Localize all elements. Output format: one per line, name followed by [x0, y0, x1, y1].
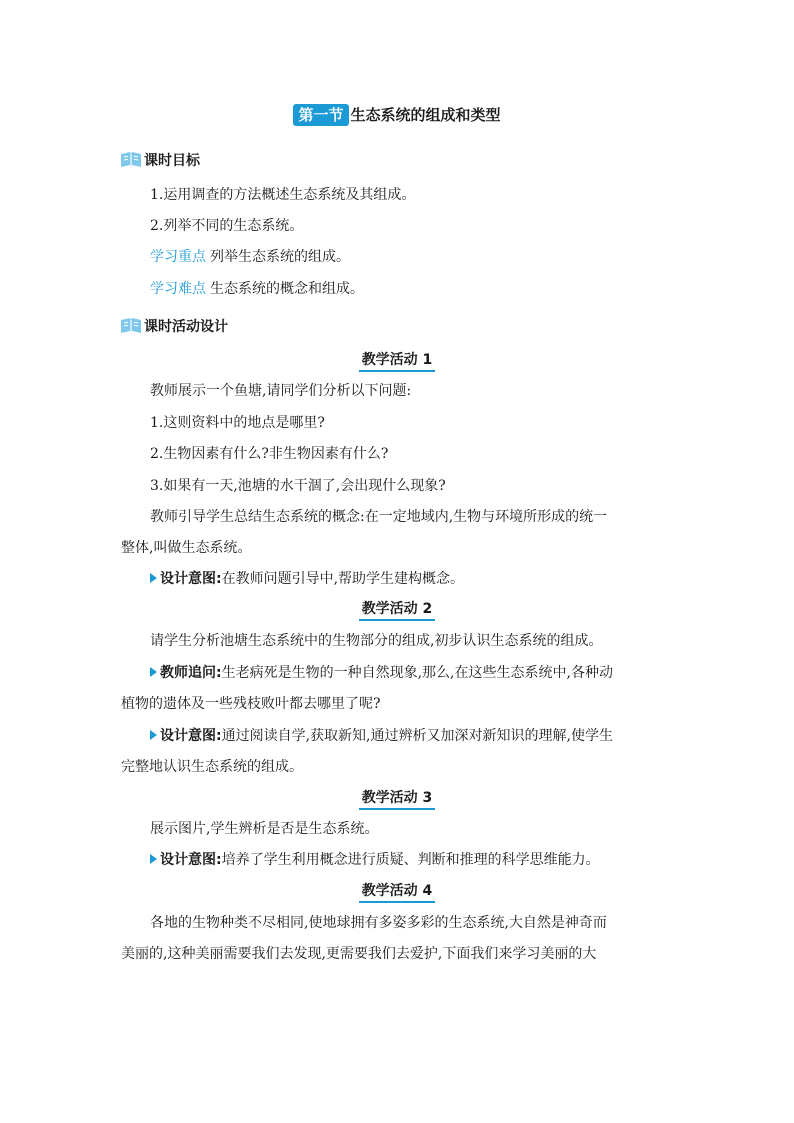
activity-design-heading [120, 315, 228, 337]
intent-text: 培养了学生利用概念进行质疑、判断和推理的科学思维能力。 [221, 852, 600, 868]
section-badge: 第一节 [293, 104, 348, 126]
book-icon [120, 317, 142, 335]
intent-label: 设计意图: [160, 571, 222, 587]
lesson-title [0, 104, 794, 126]
triangle-marker-icon [150, 573, 157, 583]
activity-1-question-3: 3.如果有一天,池塘的水干涸了,会出现什么现象? [150, 478, 446, 494]
activity-3-intent [150, 849, 710, 871]
triangle-marker-icon [150, 854, 157, 864]
focus-label: 学习重点 [150, 249, 206, 265]
activity-1-question-1: 1.这则资料中的地点是哪里? [150, 415, 325, 431]
ask-label: 教师追问: [160, 665, 222, 681]
activity-4-title: 教学活动 4 [0, 880, 794, 903]
activity-1-intent [150, 568, 710, 590]
focus-text: 列举生态系统的组成。 [210, 249, 350, 265]
lesson-title-text: 生态系统的组成和类型 [350, 106, 501, 124]
activity-2-title: 教学活动 2 [0, 598, 794, 621]
activity-2-ask-line-2: 植物的遗体及一些残枝败叶都去哪里了呢? [121, 696, 381, 712]
objective-item-2: 2.列举不同的生态系统。 [150, 218, 304, 234]
objectives-heading [120, 149, 200, 171]
ask-text: 生老病死是生物的一种自然现象,那么,在这些生态系统中,各种动 [221, 665, 613, 681]
learning-focus [150, 246, 710, 268]
learning-difficulty [150, 278, 710, 300]
intent-label: 设计意图: [160, 728, 222, 744]
activity-1-intro: 教师展示一个鱼塘,请同学们分析以下问题: [150, 383, 412, 399]
objective-item-1: 1.运用调查的方法概述生态系统及其组成。 [150, 187, 416, 203]
activity-1-summary-line-1: 教师引导学生总结生态系统的概念:在一定地域内,生物与环境所形成的统一 [150, 509, 608, 525]
triangle-marker-icon [150, 667, 157, 677]
intent-label: 设计意图: [160, 852, 222, 868]
activity-2-intent [150, 725, 710, 747]
activity-2-text: 请学生分析池塘生态系统中的生物部分的组成,初步认识生态系统的组成。 [150, 633, 603, 649]
activity-3-title: 教学活动 3 [0, 787, 794, 810]
activity-4-text-line-2: 美丽的,这种美丽需要我们去发现,更需要我们去爱护,下面我们来学习美丽的大 [121, 946, 597, 962]
triangle-marker-icon [150, 730, 157, 740]
activity-1-summary-line-2: 整体,叫做生态系统。 [121, 540, 252, 556]
activity-1-question-2: 2.生物因素有什么?非生物因素有什么? [150, 446, 389, 462]
intent-text: 通过阅读自学,获取新知,通过辨析又加深对新知识的理解,使学生 [221, 728, 613, 744]
activity-2-ask [150, 662, 710, 684]
difficulty-label: 学习难点 [150, 281, 206, 297]
intent-text: 在教师问题引导中,帮助学生建构概念。 [221, 571, 465, 587]
difficulty-text: 生态系统的概念和组成。 [210, 281, 364, 297]
activity-2-intent-line-2: 完整地认识生态系统的组成。 [121, 759, 303, 775]
book-icon [120, 151, 142, 169]
objectives-heading-text: 课时目标 [144, 153, 200, 169]
activity-design-heading-text: 课时活动设计 [144, 319, 228, 335]
activity-1-title: 教学活动 1 [0, 349, 794, 372]
activity-3-text: 展示图片,学生辨析是否是生态系统。 [150, 821, 379, 837]
activity-4-text-line-1: 各地的生物种类不尽相同,使地球拥有多姿多彩的生态系统,大自然是神奇而 [150, 915, 607, 931]
